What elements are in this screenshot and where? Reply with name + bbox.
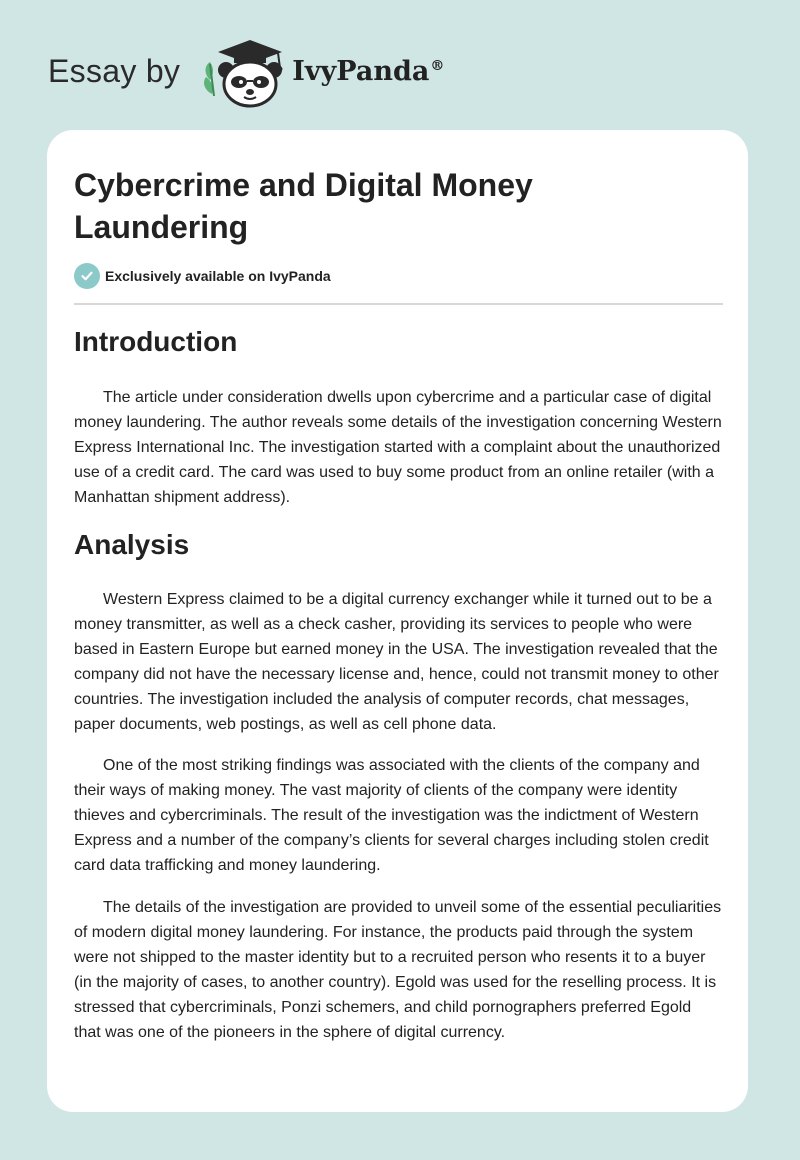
paragraph: The details of the investigation are provided to unveil some of the essential peculiarities of modern digital money laundering. For instance, the products paid through the system were not shipped to the master identity but to a recruited person who resents it to a buyer (in the majority of cases, to another country). Egold was used for the reselling process. It is stressed that cybercriminals, Ponzi schemers, and child pornographers preferred Egold that was one of the pioneers in the sphere of digital currency. — [74, 899, 722, 1041]
registered-mark: ® — [430, 57, 445, 74]
check-icon — [74, 263, 100, 289]
paragraph: One of the most striking findings was associated with the clients of the company and their ways of making money. The vast majority of clients of the company were identity thieves and cybercriminals. The result of the investigation was the indictment of Western Express and a number of the company’s clients for several charges including stolen credit card data trafficking and money laundering. — [74, 757, 709, 874]
section-heading-introduction: Introduction — [74, 326, 238, 357]
paragraph: Western Express claimed to be a digital currency exchanger while it turned out to be a money transmitter, as well as a check casher, providing its services to people who were based in Eastern Europe but earned money in the USA. The investigation revealed that the company did not have the necessary license and, hence, could not transmit money to other countries. The investigation included the analysis of computer records, chat messages, paper documents, web postings, as well as cell phone data. — [74, 591, 719, 733]
exclusive-badge-text: Exclusively available on IvyPanda — [105, 268, 331, 284]
exclusive-badge — [74, 263, 331, 289]
article-title: Cybercrime and Digital Money Laundering — [74, 167, 533, 245]
title-divider — [74, 303, 723, 305]
brand-name: IvyPanda® — [292, 55, 445, 87]
panda-graduate-icon — [198, 34, 290, 108]
section-heading-analysis: Analysis — [74, 529, 190, 560]
brand-header — [48, 34, 444, 108]
article-card — [47, 130, 748, 1112]
paragraph: The article under consideration dwells upon cybercrime and a particular case of digital money laundering. The author reveals some details of the investigation concerning Western Express International Inc. The investigation started with a complaint about the unauthorized use of a credit card. The card was used to buy some product from an online retailer (with a Manhattan shipment address). — [74, 389, 722, 506]
essay-by-label: Essay by — [48, 52, 181, 89]
